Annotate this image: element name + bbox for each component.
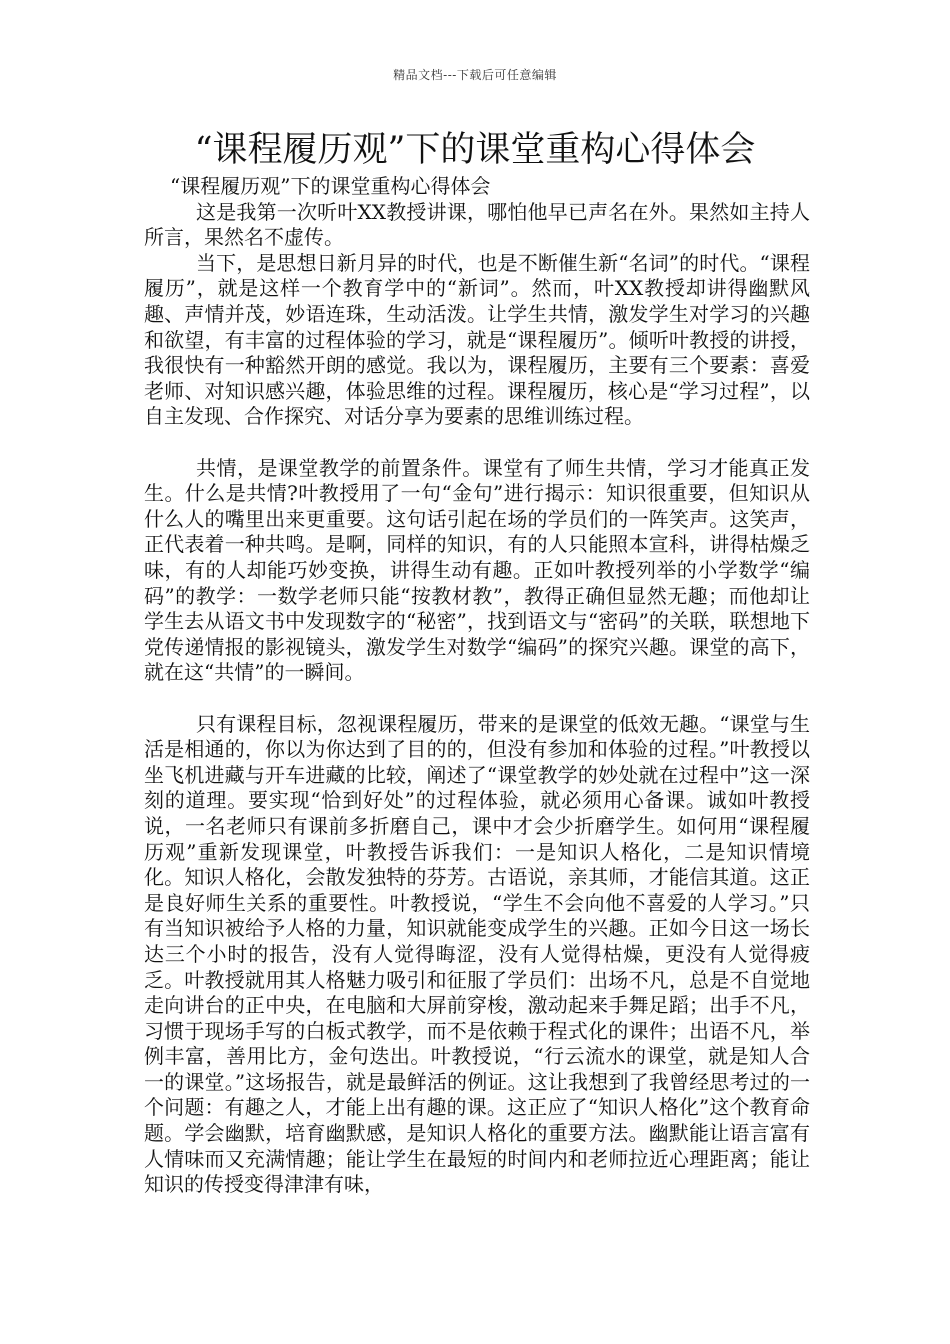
paragraph-4: 只有课程目标，忽视课程履历，带来的是课堂的低效无趣。“课堂与生活是相通的，你以为你达到了目的的，但没有参加和体验的过程。”叶教授以坐飞机进藏与开车进藏的比较，阐述了“课堂教学的妙处就在过程中”这一深刻的道理。要实现“恰到好处”的过程体验，就必须用心备课。诚如叶教授说，一名老师只有课前多折磨自己，课中才会少折磨学生。如何用“课程履历观”重新发现课堂，叶教授告诉我们：一是知识人格化，二是知识情境化。知识人格化，会散发独特的芬芳。古语说，亲其师，才能信其道。这正是良好师生关系的重要性。叶教授说，“学生不会向他不喜爱的人学习。”只有当知识被给予人格的力量，知识就能变成学生的兴趣。正如今日这一场长达三个小时的报告，没有人觉得晦涩，没有人觉得枯燥，更没有人觉得疲乏。叶教授就用其人格魅力吸引和征服了学员们：出场不凡，总是不自觉地走向讲台的正中央，在电脑和大屏前穿梭，激动起来手舞足蹈；出手不凡，习惯于现场手写的白板式教学，而不是依赖于程式化的课件；出语不凡，举例丰富，善用比方，金句迭出。叶教授说，“行云流水的课堂，就是知人合一的课堂。”这场报告，就是最鲜活的例证。这让我想到了我曾经思考过的一个问题：有趣之人，才能上出有趣的课。这正应了“知识人格化”这个教育命题。学会幽默，培育幽默感，是知识人格化的重要方法。幽默能让语言富有人情味而又充满情趣；能让学生在最短的时间内和老师拉近心理距离；能让知识的传授变得津津有味， bbox=[144, 711, 810, 1197]
paragraph-2: 当下，是思想日新月异的时代，也是不断催生新“名词”的时代。“课程履历”，就是这样一个教育学中的“新词”。然而，叶XX教授却讲得幽默风趣、声情并茂，妙语连珠，生动活泼。让学生共情，激发学生对学习的兴趣和欲望，有丰富的过程体验的学习，就是“课程履历”。倾听叶教授的讲授，我很快有一种豁然开朗的感觉。我以为，课程履历，主要有三个要素：喜爱老师、对知识感兴趣，体验思维的过程。课程履历，核心是“学习过程”，以自主发现、合作探究、对话分享为要素的思维训练过程。 bbox=[144, 250, 810, 429]
document-body bbox=[144, 174, 810, 1326]
page-header-note: 精品文档---下载后可任意编辑 bbox=[393, 68, 557, 82]
page-title: “课程履历观”下的课堂重构心得体会 bbox=[194, 130, 756, 170]
paragraph-1: 这是我第一次听叶XX教授讲课，哪怕他早已声名在外。果然如主持人所言，果然名不虚传。 bbox=[144, 199, 810, 250]
document-subtitle: “课程履历观”下的课堂重构心得体会 bbox=[170, 174, 491, 198]
paragraph-3: 共情，是课堂教学的前置条件。课堂有了师生共情，学习才能真正发生。什么是共情?叶教授用了一句“金句”进行揭示：知识很重要，但知识从什么人的嘴里出来更重要。这句话引起在场的学员们的一阵笑声。这笑声，正代表着一种共鸣。是啊，同样的知识，有的人只能照本宣科，讲得枯燥乏味，有的人却能巧妙变换，讲得生动有趣。正如叶教授列举的小学数学“编码”的教学：一数学老师只能“按教材教”，教得正确但显然无趣；而他却让学生去从语文书中发现数字的“秘密”，找到语文与“密码”的关联，联想地下党传递情报的影视镜头，激发学生对数学“编码”的探究兴趣。课堂的高下，就在这“共情”的一瞬间。 bbox=[144, 455, 810, 685]
